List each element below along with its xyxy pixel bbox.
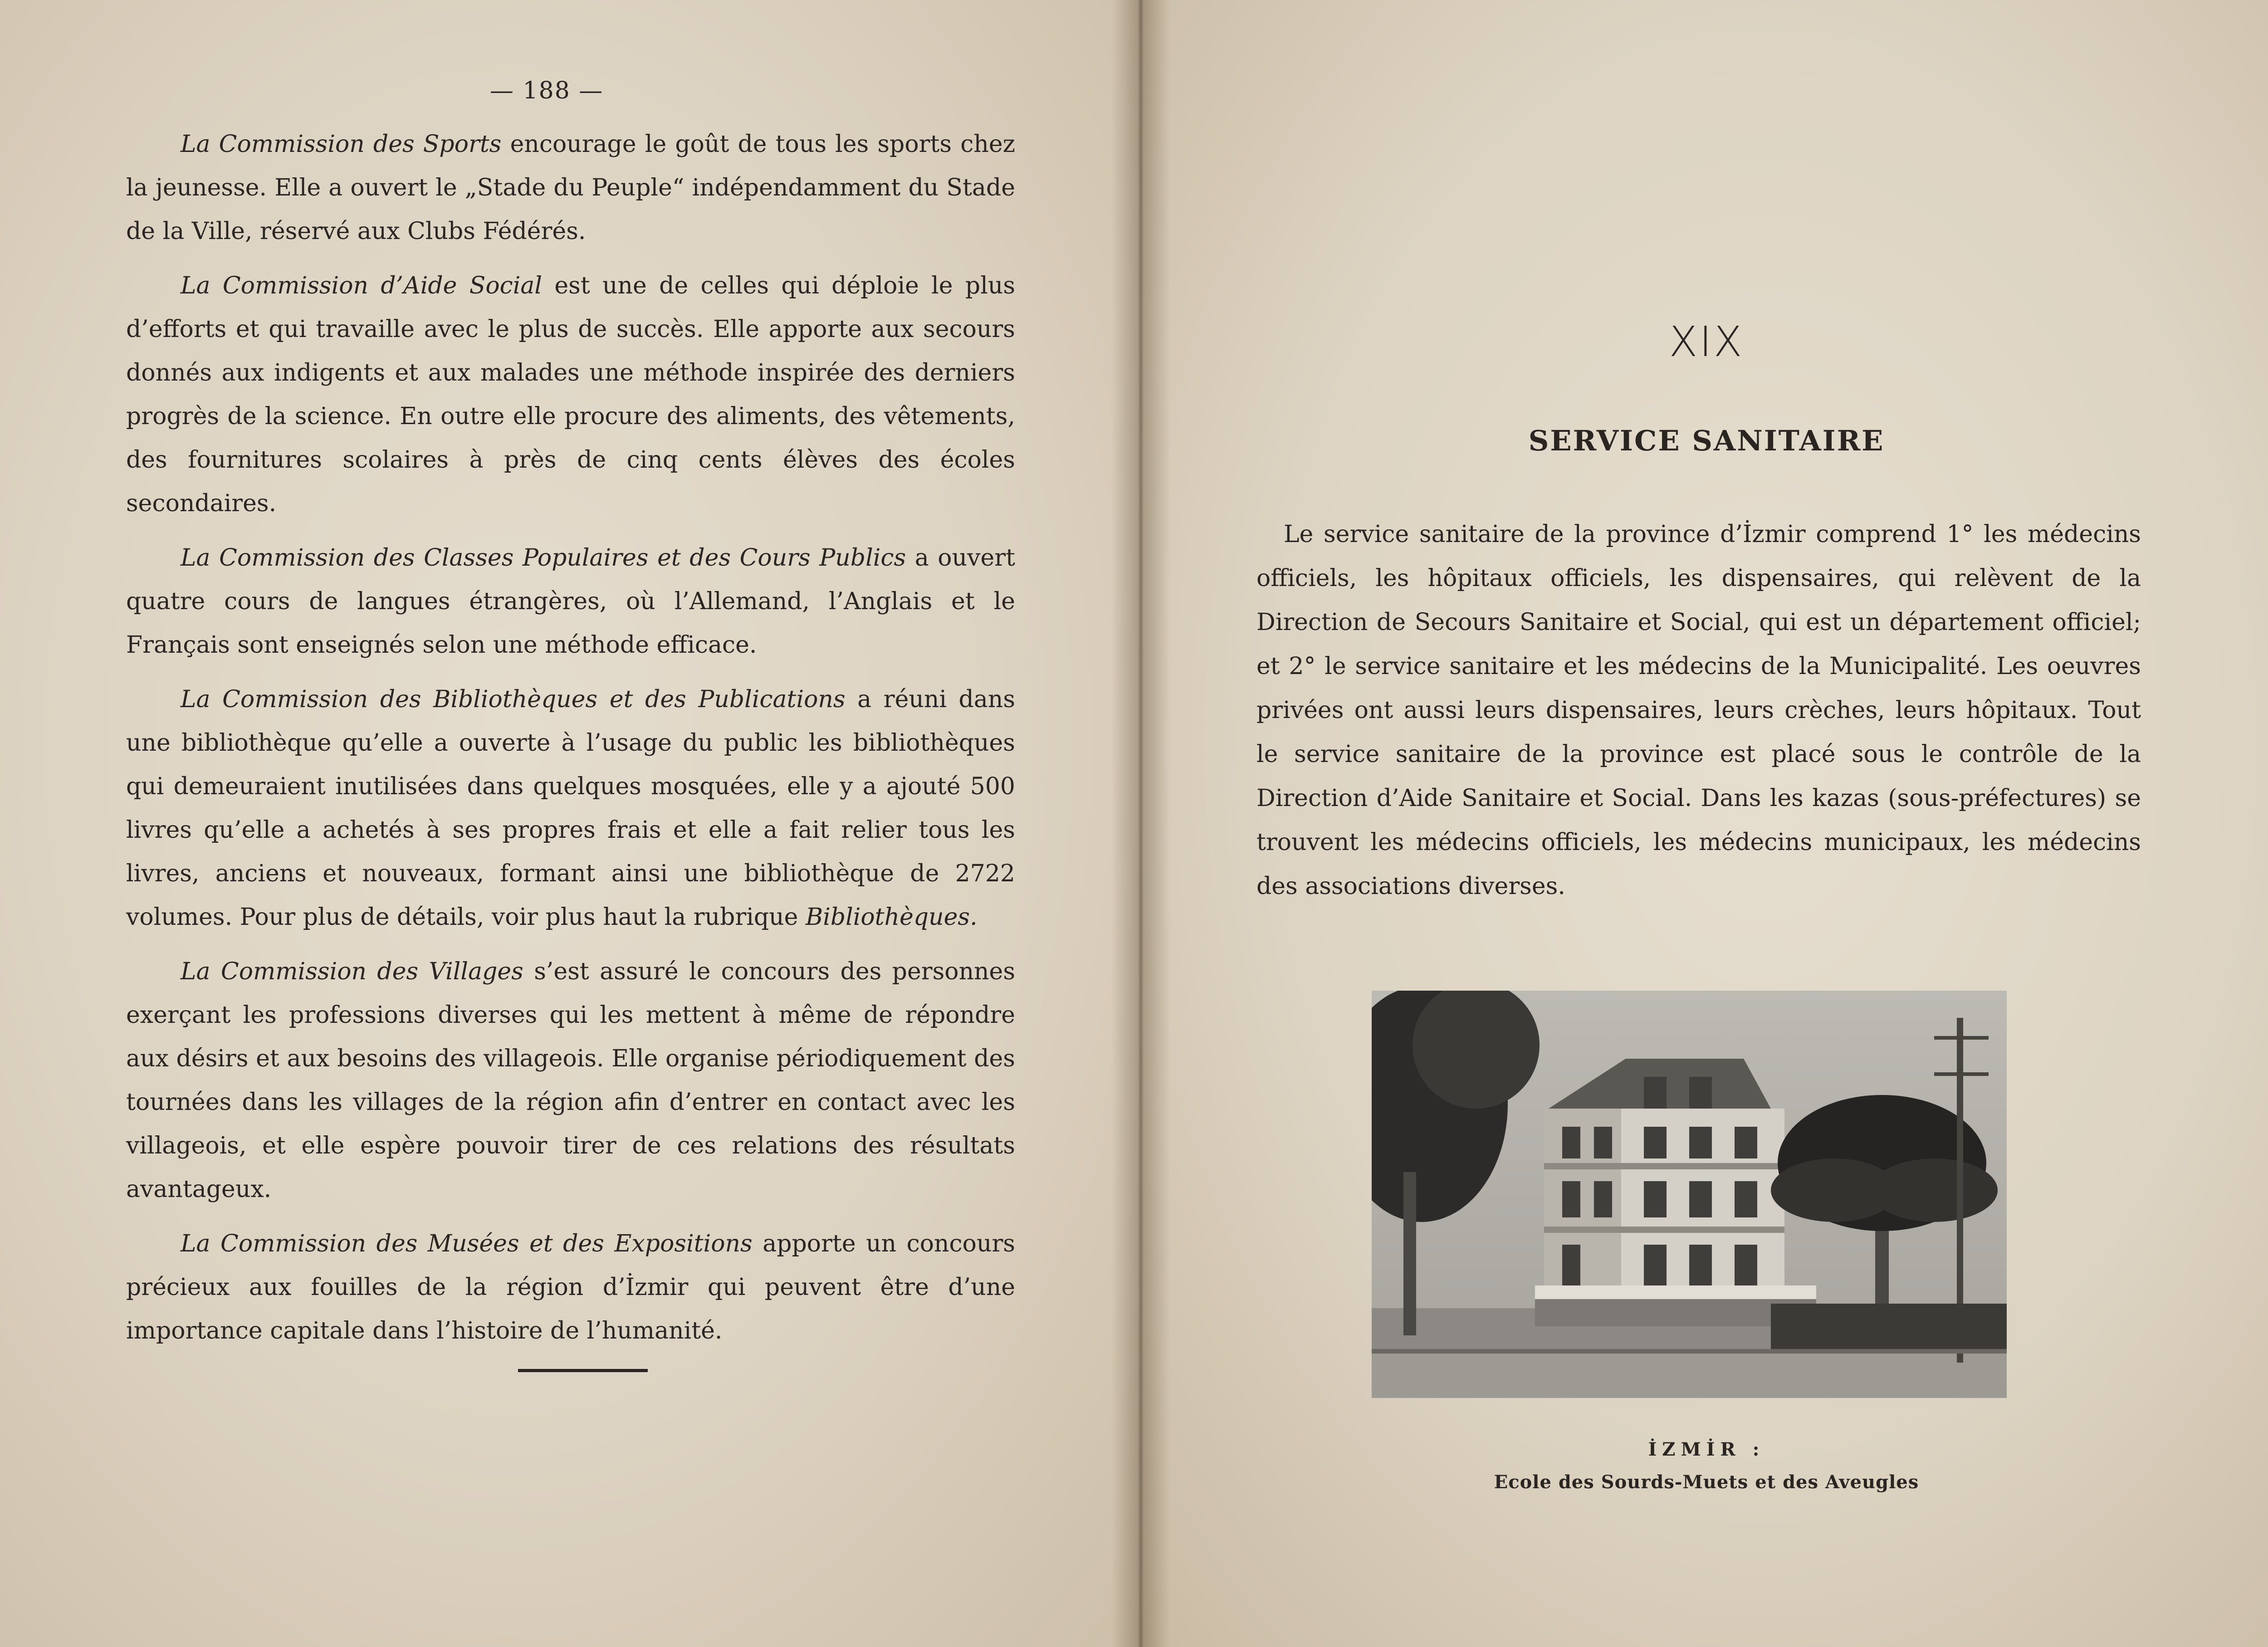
paragraph-bibliotheques: [126, 678, 1015, 939]
commission-title: La Commission des Villages: [181, 958, 523, 985]
paragraph-text: a ouvert quatre cours de langues étrangères, où l’Allemand, l’Anglais et le Français sont enseignés selon une méthode efficace.: [126, 544, 1015, 659]
right-page: [1139, 0, 2268, 1647]
building-photo-illustration: [1372, 991, 2007, 1398]
paragraph-aide-social: [126, 264, 1015, 525]
right-text-block: [1256, 513, 2141, 909]
paragraph-text: encourage le goût de tous les sports chez la jeunesse. Elle a ouvert le „Stade du Peuple“ indépendamment du Stade de la Ville, réservé aux Clubs Fédérés.: [126, 131, 1015, 245]
paragraph-text: a réuni dans une bibliothèque qu’elle a ouverte à l’usage du public les bibliothèques qui demeuraient inutilisées dans quelques mosquées, elle y a ajouté 500 livres qu’elle a achetés à ses propres frais et elle a fait relier tous les livres, anciens et nouveaux, formant ainsi une bibliothèque de 2722 volumes. Pour plus de détails, voir plus haut la rubrique: [126, 686, 1015, 931]
paragraph-musees: [126, 1222, 1015, 1353]
book-gutter: [1111, 0, 1170, 1647]
rubric-reference: Bibliothèques.: [805, 904, 978, 931]
paragraph-villages: [126, 950, 1015, 1211]
section-heading: SERVICE SANITAIRE: [1528, 424, 1885, 457]
photo-caption: Ecole des Sourds-Muets et des Aveugles: [1494, 1471, 1919, 1493]
paragraph-classes-populaires: [126, 536, 1015, 667]
commission-title: La Commission des Bibliothèques et des Publications: [181, 686, 846, 713]
school-photo: [1372, 991, 2007, 1398]
commission-title: La Commission des Sports: [181, 131, 502, 158]
photo-caption-city: İZMİR :: [1648, 1439, 1765, 1460]
left-text-block: [126, 122, 1015, 1364]
paragraph-text: apporte un concours précieux aux fouilles de la région d’İzmir qui peuvent être d’une importance capitale dans l’histoire de l’humanité.: [126, 1230, 1015, 1344]
paragraph-text: s’est assuré le concours des personnes exerçant les professions diverses qui les mettent à même de répondre aux désirs et aux besoins des villageois. Elle organise périodiquement des tournées dans les villages de la région afin d’entrer en contact avec les villageois, et elle espère pouvoir tirer de ces relations des résultats avantageux.: [126, 958, 1016, 1203]
paragraph-sports: [126, 122, 1015, 253]
paragraph-service-sanitaire: Le service sanitaire de la province d’İzmir comprend 1° les médecins officiels, les hôpitaux officiels, les dispensaires, qui relèvent de la Direction de Secours Sanitaire et Social, qui est un département officiel; et 2° le service sanitaire et les médecins de la Municipalité. Les oeuvres privées ont aussi leurs dispensaires, leurs crèches, leurs hôpitaux. Tout le service sanitaire de la province est placé sous le contrôle de la Direction d’Aide Sanitaire et Social. Dans les kazas (sous-préfectures) se trouvent les médecins officiels, les médecins municipaux, les médecins des associations diverses.: [1256, 521, 2141, 900]
page-number: — 188 —: [490, 77, 604, 104]
paragraph-text: est une de celles qui déploie le plus d’efforts et qui travaille avec le plus de succès. Elle apporte aux secours donnés aux indigents et aux malades une méthode inspirée des derniers progrès de la science. En outre elle procure des aliments, des vêtements, des fournitures scolaires à près de cinq cents élèves des écoles secondaires.: [126, 272, 1016, 517]
end-rule: [518, 1369, 648, 1372]
commission-title: La Commission des Classes Populaires et des Cours Publics: [181, 544, 906, 572]
chapter-number: XIX: [1669, 318, 1744, 366]
commission-title: La Commission d’Aide Social: [181, 272, 543, 299]
commission-title: La Commission des Musées et des Expositions: [181, 1230, 753, 1257]
